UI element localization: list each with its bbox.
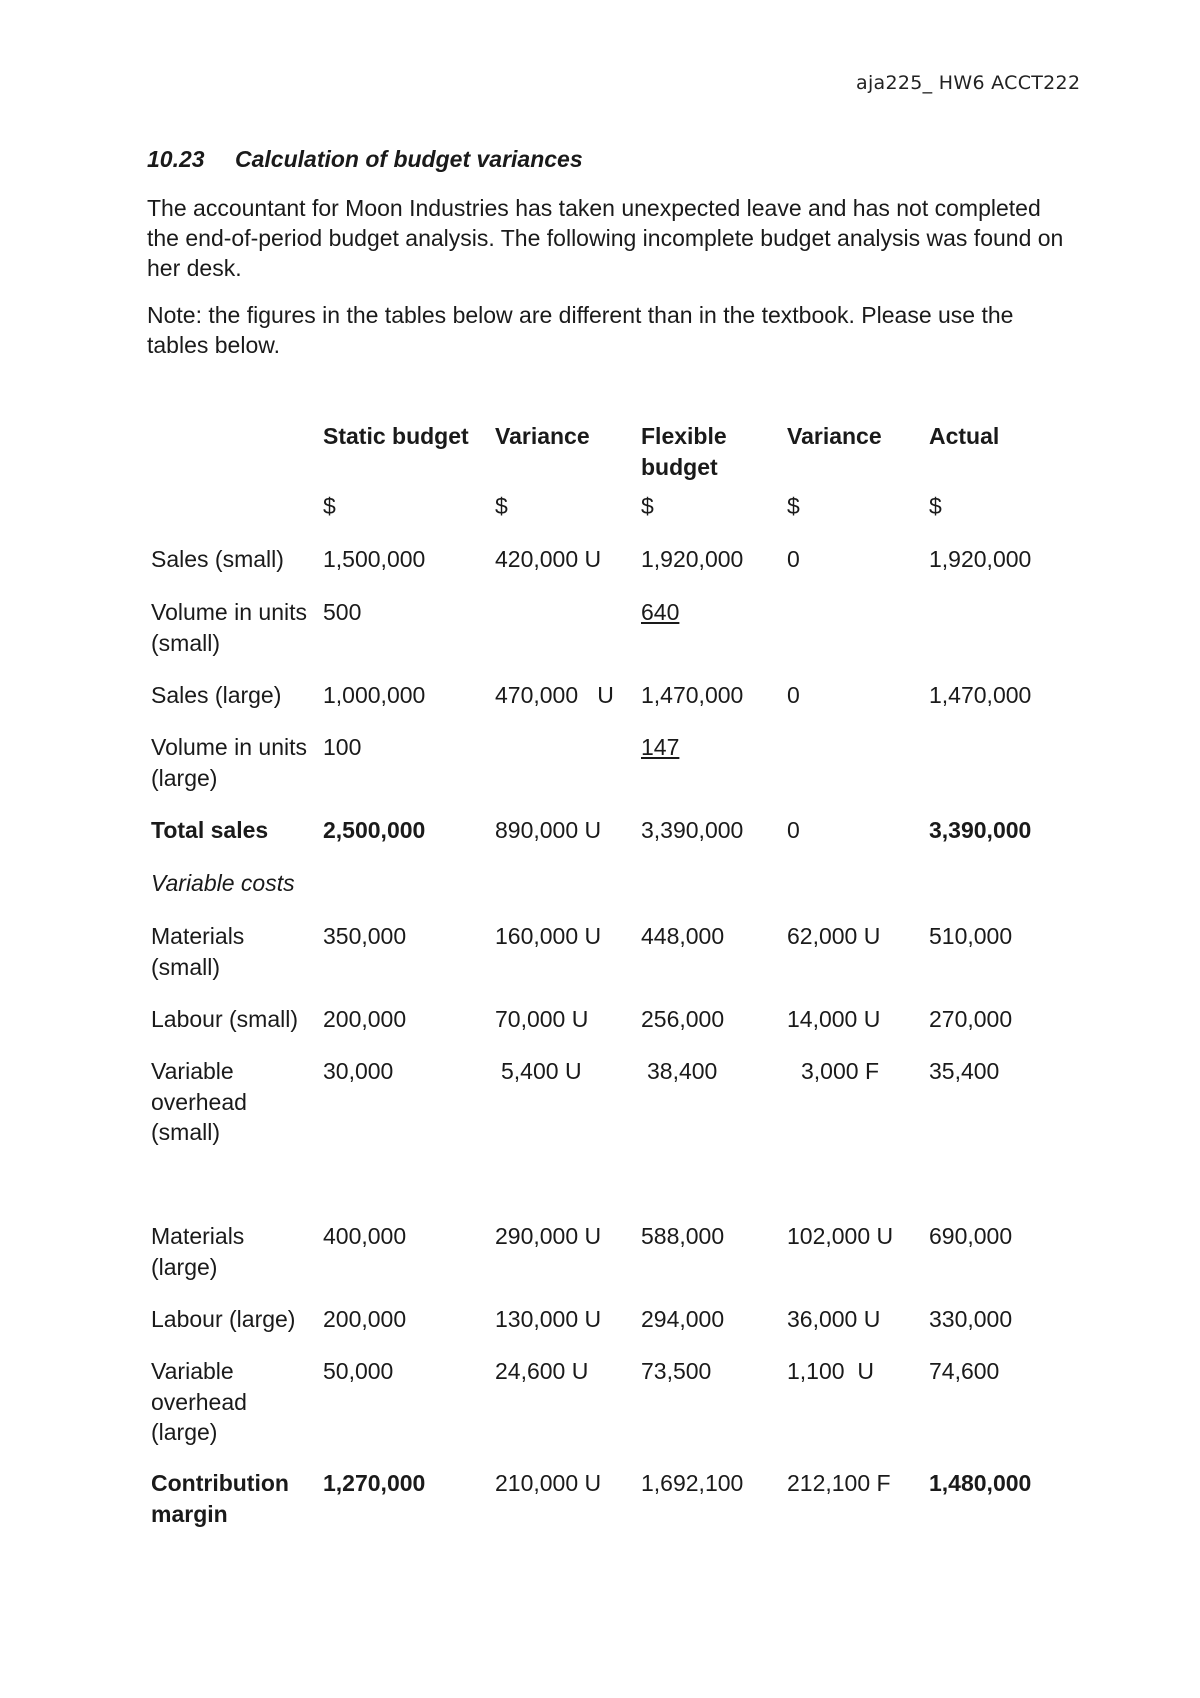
table-cell: 510,000 [929,923,1013,949]
table-cell [317,868,489,921]
row-label: Materials (large) [151,1223,245,1280]
table-cell [923,732,1055,815]
table-cell: 290,000 U [495,1223,602,1249]
note-paragraph: Note: the figures in the tables below are different than in the textbook. Please use the tables below. [147,302,1014,358]
table-cell: 70,000 U [495,1006,589,1032]
table-cell: 1,500,000 [323,546,426,572]
table-cell: 200,000 [323,1006,407,1032]
table-cell: 350,000 [323,923,407,949]
document-header-id: aja225_ HW6 ACCT222 [856,72,1081,94]
row-label: Sales (large) [151,682,282,708]
table-cell [923,597,1055,680]
row-label: Total sales [151,817,269,843]
row-label: Variable overhead (large) [151,1358,247,1445]
currency-cell: $ [495,493,508,519]
table-cell: 690,000 [929,1223,1013,1249]
currency-cell: $ [787,493,800,519]
row-label: Variable costs [151,870,295,896]
table-row [145,1221,1055,1304]
table-cell: 1,480,000 [929,1470,1032,1496]
table-cell: 470,000 U [495,682,614,708]
table-cell: 420,000 U [495,546,602,572]
table-cell: 270,000 [929,1006,1013,1032]
header-actual: Actual [929,423,1000,449]
table-cell: 500 [323,599,362,625]
table-cell: 35,400 [929,1058,1000,1084]
table-row [145,921,1055,1004]
table-cell: 30,000 [323,1058,394,1084]
table-row [145,1056,1055,1221]
table-cell: 0 [787,817,800,843]
table-cell: 3,000 F [801,1058,879,1084]
currency-cell: $ [929,493,942,519]
table-cell: 640 [641,599,680,625]
question-number: 10.23 [147,146,205,172]
row-label: Materials (small) [151,923,245,980]
table-cell [923,868,1055,921]
row-label: Labour (small) [151,1006,298,1032]
table-cell [781,868,923,921]
header-cell [145,421,317,491]
table-cell [635,868,781,921]
table-cell: 1,270,000 [323,1470,426,1496]
table-cell: 62,000 U [787,923,881,949]
row-label: Labour (large) [151,1306,296,1332]
table-cell [489,597,635,680]
table-row [145,680,1055,732]
header-variance-1: Variance [495,423,590,449]
table-row [145,597,1055,680]
table-cell: 147 [641,734,680,760]
table-row [145,1356,1055,1468]
intro-paragraph: The accountant for Moon Industries has taken unexpected leave and has not completed the end-of-period budget analysis. The following incomplete budget analysis was found on her desk. [147,195,1064,281]
currency-cell: $ [641,493,654,519]
table-cell: 1,920,000 [641,546,744,572]
table-cell: 74,600 [929,1358,1000,1384]
currency-cell: $ [323,493,336,519]
table-cell: 38,400 [647,1058,718,1084]
table-cell: 448,000 [641,923,725,949]
table-cell: 36,000 U [787,1306,881,1332]
question-title [147,146,583,173]
table-cell: 588,000 [641,1223,725,1249]
table-cell: 400,000 [323,1223,407,1249]
table-row [145,732,1055,815]
row-label: Volume in units (large) [151,734,307,791]
table-cell: 0 [787,546,800,572]
table-cell: 130,000 U [495,1306,602,1332]
table-cell: 102,000 U [787,1223,894,1249]
table-cell: 1,692,100 [641,1470,744,1496]
table-cell: 100 [323,734,362,760]
table-cell: 3,390,000 [929,817,1032,843]
table-cell [781,732,923,815]
table-cell: 1,000,000 [323,682,426,708]
table-cell: 24,600 U [495,1358,589,1384]
currency-cell [145,491,317,544]
header-variance-2: Variance [787,423,882,449]
table-row [145,544,1055,597]
table-cell: 160,000 U [495,923,602,949]
table-cell: 1,920,000 [929,546,1032,572]
table-cell: 14,000 U [787,1006,881,1032]
table-row [145,1468,1055,1529]
table-row [145,1004,1055,1056]
row-label: Sales (small) [151,546,284,572]
table-cell [489,732,635,815]
table-cell: 1,470,000 [929,682,1032,708]
table-cell: 0 [787,682,800,708]
row-label: Contribution margin [151,1470,289,1527]
table-cell: 256,000 [641,1006,725,1032]
table-cell [781,597,923,680]
table-row [145,1304,1055,1356]
row-label: Variable overhead (small) [151,1058,247,1145]
table-cell: 294,000 [641,1306,725,1332]
budget-variance-table [145,421,1055,1529]
table-row [145,868,1055,921]
table-cell: 1,470,000 [641,682,744,708]
table-cell: 50,000 [323,1358,394,1384]
table-cell: 2,500,000 [323,817,426,843]
table-cell: 73,500 [641,1358,712,1384]
table-cell: 210,000 U [495,1470,602,1496]
table-header-row [145,421,1055,491]
table-cell: 1,100 U [787,1358,874,1384]
table-cell: 5,400 U [501,1058,582,1084]
currency-row [145,491,1055,544]
header-static-budget: Static budget [323,423,469,449]
table-cell: 890,000 U [495,817,602,843]
table-cell: 200,000 [323,1306,407,1332]
table-cell [489,868,635,921]
table-cell: 212,100 F [787,1470,891,1496]
table-row [145,815,1055,868]
table-cell: 330,000 [929,1306,1013,1332]
table-cell: 3,390,000 [641,817,744,843]
row-label: Volume in units (small) [151,599,307,656]
header-flexible-budget: Flexible budget [641,423,727,480]
question-title-text: Calculation of budget variances [235,146,583,172]
